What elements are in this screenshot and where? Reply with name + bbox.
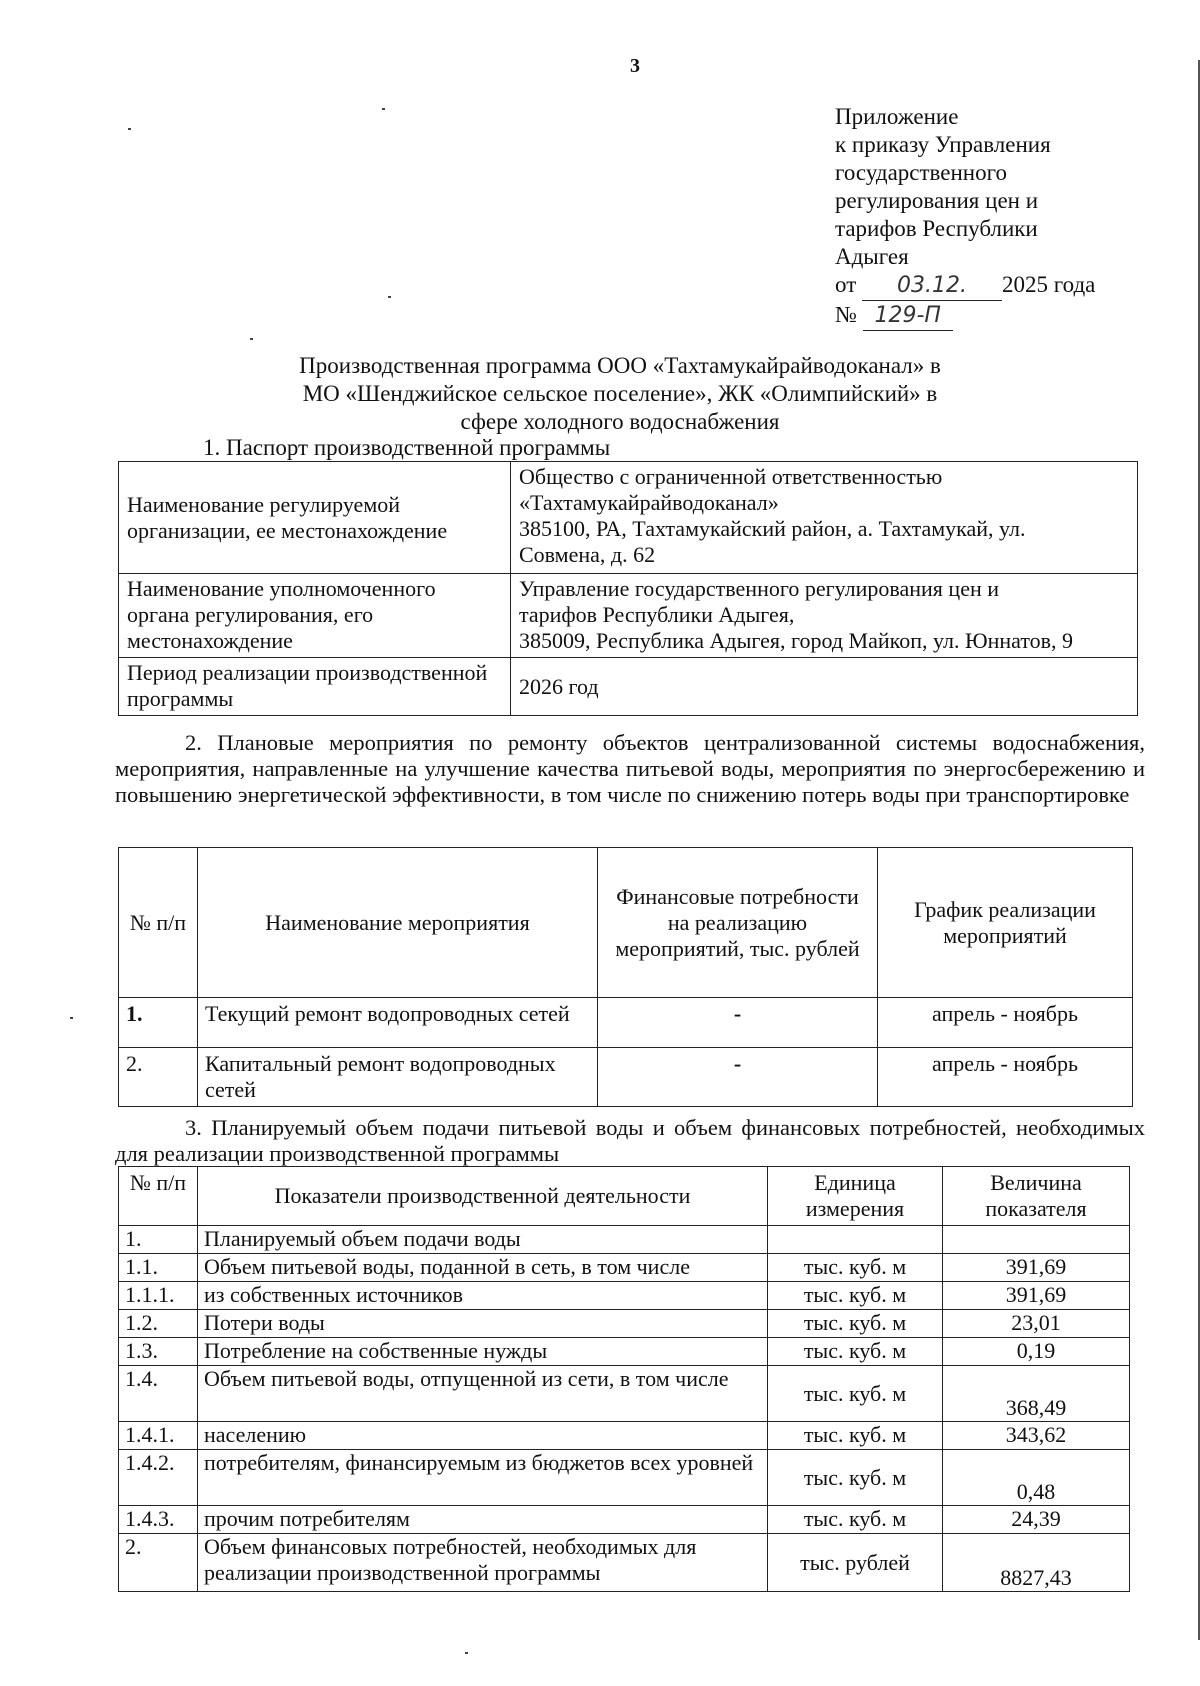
paragraph-text: 2. Плановые мероприятия по ремонту объектов централизованной системы водоснабжения, мероприятия, направленные на улучшение качества питьевой воды, мероприятия по энергосбережению и повышению энергетической эффективности, в том числе по снижению потерь воды при транспортировке — [115, 730, 1145, 807]
value-line: Совмена, д. 62 — [519, 542, 656, 567]
cell-num: 1.4.1. — [119, 1422, 198, 1450]
cell-num: 1. — [119, 1226, 198, 1254]
value-line: тарифов Республики Адыгея, — [519, 602, 795, 627]
value-line: Общество с ограниченной ответственностью — [519, 464, 943, 489]
scan-speck — [70, 1017, 73, 1019]
indicators-table — [118, 1166, 1130, 1592]
cell-unit: тыс. куб. м — [768, 1422, 943, 1450]
appendix-line: Приложение — [835, 104, 959, 129]
cell-indicator: Объем питьевой воды, отпущенной из сети, в том числе — [198, 1366, 768, 1422]
number-prefix: № — [835, 302, 857, 327]
measures-table — [118, 847, 1133, 1107]
cell-num: 1.4.3. — [119, 1506, 198, 1534]
handwritten-date: 03.12. — [862, 272, 1002, 301]
table-row — [119, 1338, 1130, 1366]
header-name: Наименование мероприятия — [198, 848, 598, 998]
table-row — [119, 1048, 1133, 1107]
title-line-3: сфере холодного водоснабжения — [460, 409, 780, 434]
table-row — [119, 462, 1138, 574]
header-unit: Единица измерения — [768, 1167, 943, 1226]
cell-finance: - — [598, 1048, 878, 1107]
handwritten-number: 129-П — [863, 302, 953, 331]
table-row — [119, 1282, 1130, 1310]
value-line: «Тахтамукайрайводоканал» — [519, 490, 779, 515]
cell-finance: - — [598, 998, 878, 1048]
cell-value: 343,62 — [943, 1422, 1130, 1450]
appendix-date-line — [835, 271, 1095, 301]
table-row — [119, 1450, 1130, 1506]
cell-value: 0,48 — [943, 1450, 1130, 1506]
header-num: № п/п — [119, 1167, 198, 1226]
passport-value — [511, 574, 1138, 658]
cell-indicator: населению — [198, 1422, 768, 1450]
table-row — [119, 1254, 1130, 1282]
cell-unit: тыс. куб. м — [768, 1366, 943, 1422]
cell-indicator: Объем финансовых потребностей, необходимых для реализации производственной программы — [198, 1534, 768, 1592]
cell-num: 1. — [119, 998, 198, 1048]
cell-value: 8827,43 — [943, 1534, 1130, 1592]
cell-num: 1.1.1. — [119, 1282, 198, 1310]
cell-num: 1.2. — [119, 1310, 198, 1338]
cell-name: Текущий ремонт водопроводных сетей — [198, 998, 598, 1048]
header-indicator: Показатели производственной деятельности — [198, 1167, 768, 1226]
cell-indicator: Потери воды — [198, 1310, 768, 1338]
cell-indicator: прочим потребителям — [198, 1506, 768, 1534]
cell-num: 2. — [119, 1048, 198, 1107]
header-value: Величина показателя — [943, 1167, 1130, 1226]
table-row — [119, 658, 1138, 716]
cell-value — [943, 1226, 1130, 1254]
value-line: 385009, Республика Адыгея, город Майкоп, ул. Юннатов, 9 — [519, 628, 1074, 653]
cell-unit: тыс. куб. м — [768, 1338, 943, 1366]
cell-unit: тыс. куб. м — [768, 1310, 943, 1338]
value-line: 2026 год — [519, 673, 599, 699]
cell-value: 391,69 — [943, 1254, 1130, 1282]
page-number: 3 — [630, 55, 640, 77]
appendix-number-line — [835, 301, 1095, 331]
cell-indicator: потребителям, финансируемым из бюджетов всех уровней — [198, 1450, 768, 1506]
cell-num: 1.1. — [119, 1254, 198, 1282]
appendix-block — [835, 103, 1095, 331]
program-title — [230, 352, 1010, 436]
table-row — [119, 574, 1138, 658]
scan-speck — [388, 296, 391, 298]
header-schedule: График реализации мероприятий — [878, 848, 1133, 998]
cell-value: 0,19 — [943, 1338, 1130, 1366]
passport-table — [118, 461, 1138, 716]
cell-schedule: апрель - ноябрь — [878, 1048, 1133, 1107]
cell-unit: тыс. куб. м — [768, 1282, 943, 1310]
title-line-2: МО «Шенджийское сельское поселение», ЖК «Олимпийский» в — [302, 381, 938, 406]
appendix-line: Адыгея — [835, 244, 909, 269]
cell-unit: тыс. куб. м — [768, 1450, 943, 1506]
appendix-line: государственного — [835, 160, 1007, 185]
value-line: 385100, РА, Тахтамукайский район, а. Тахтамукай, ул. — [519, 516, 1026, 541]
table-row — [119, 1534, 1130, 1592]
cell-value: 23,01 — [943, 1310, 1130, 1338]
cell-num: 1.4.2. — [119, 1450, 198, 1506]
cell-indicator: Объем питьевой воды, поданной в сеть, в том числе — [198, 1254, 768, 1282]
section2-paragraph — [115, 730, 1145, 808]
date-suffix: 2025 года — [1002, 272, 1096, 297]
cell-unit — [768, 1226, 943, 1254]
passport-label: Наименование регулируемой организации, ее местонахождение — [119, 462, 511, 574]
table-header-row — [119, 848, 1133, 998]
cell-unit: тыс. куб. м — [768, 1506, 943, 1534]
title-line-1: Производственная программа ООО «Тахтамукайрайводоканал» в — [299, 353, 941, 378]
header-finance: Финансовые потребности на реализацию мероприятий, тыс. рублей — [598, 848, 878, 998]
cell-indicator: из собственных источников — [198, 1282, 768, 1310]
appendix-line: к приказу Управления — [835, 132, 1051, 157]
cell-num: 2. — [119, 1534, 198, 1592]
cell-unit: тыс. куб. м — [768, 1254, 943, 1282]
passport-label: Период реализации производственной программы — [119, 658, 511, 716]
cell-unit: тыс. рублей — [768, 1534, 943, 1592]
table-row — [119, 1226, 1130, 1254]
cell-value: 391,69 — [943, 1282, 1130, 1310]
passport-label: Наименование уполномоченного органа регулирования, его местонахождение — [119, 574, 511, 658]
cell-value: 368,49 — [943, 1366, 1130, 1422]
paragraph-text: 3. Планируемый объем подачи питьевой воды и объем финансовых потребностей, необходимых для реализации производственной программы — [115, 1115, 1145, 1166]
cell-num: 1.4. — [119, 1366, 198, 1422]
section3-paragraph — [115, 1115, 1145, 1167]
scan-speck — [382, 108, 385, 110]
table-row — [119, 1422, 1130, 1450]
cell-indicator: Планируемый объем подачи воды — [198, 1226, 768, 1254]
cell-name: Капитальный ремонт водопроводных сетей — [198, 1048, 598, 1107]
cell-indicator: Потребление на собственные нужды — [198, 1338, 768, 1366]
appendix-line: регулирования цен и — [835, 188, 1039, 213]
appendix-line: тарифов Республики — [835, 216, 1038, 241]
header-num: № п/п — [119, 848, 198, 998]
scan-speck — [250, 338, 253, 340]
cell-schedule: апрель - ноябрь — [878, 998, 1133, 1048]
date-prefix: от — [835, 272, 857, 297]
table-header-row — [119, 1167, 1130, 1226]
cell-value: 24,39 — [943, 1506, 1130, 1534]
scan-speck — [465, 1652, 468, 1654]
cell-num: 1.3. — [119, 1338, 198, 1366]
table-row — [119, 1310, 1130, 1338]
value-line: Управление государственного регулирования цен и — [519, 576, 1000, 601]
passport-value — [511, 658, 1138, 716]
passport-value — [511, 462, 1138, 574]
table-row — [119, 1366, 1130, 1422]
table-row — [119, 1506, 1130, 1534]
section1-heading: 1. Паспорт производственной программы — [203, 435, 611, 460]
scan-speck — [128, 128, 131, 130]
table-row — [119, 998, 1133, 1048]
